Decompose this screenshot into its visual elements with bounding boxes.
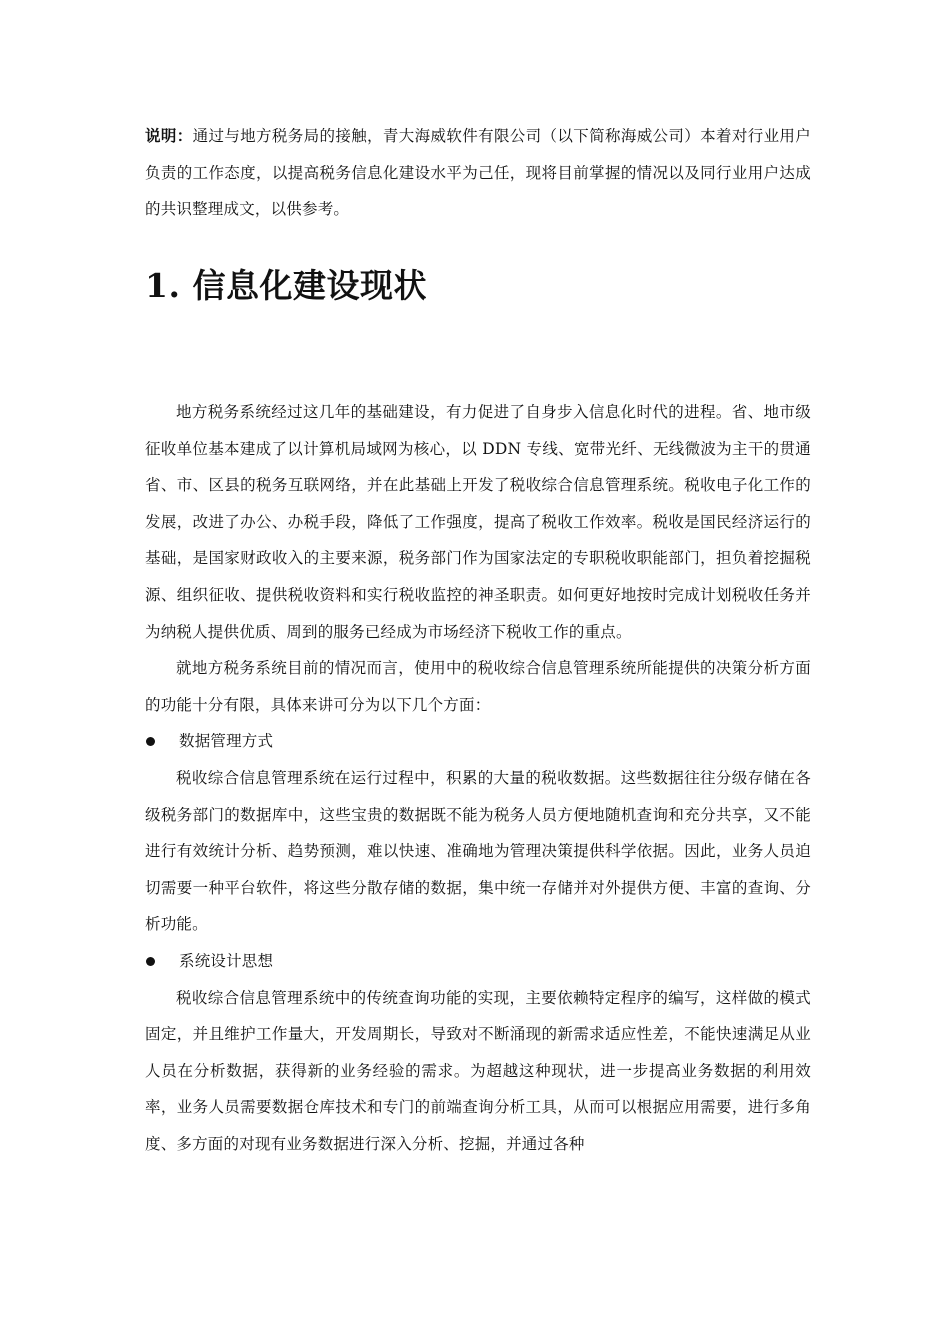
paragraph-status-overview: 地方税务系统经过这几年的基础建设，有力促进了自身步入信息化时代的进程。省、地市级征收单位基本建成了以计算机局域网为核心，以 DDN 专线、宽带光纤、无线微波为主干的贯通省、市、区县的税务互联网络，并在此基础上开发了税收综合信息管理系统。税收电子化工作的发展，改进了办公、办税手段，降低了工作强度，提高了税收工作效率。税收是国民经济运行的基础，是国家财政收入的主要来源，税务部门作为国家法定的专职税收职能部门，担负着挖掘税源、组织征收、提供税收资料和实行税收监控的神圣职责。如何更好地按时完成计划税收任务并为纳税人提供优质、周到的服务已经成为市场经济下税收工作的重点。: [145, 403, 811, 641]
intro-text: 通过与地方税务局的接触，青大海威软件有限公司（以下简称海威公司）本着对行业用户负责的工作态度，以提高税务信息化建设水平为己任，现将目前掌握的情况以及同行业用户达成的共识整理成文，以供参考。: [145, 127, 811, 219]
bullet-item-system-design: [145, 943, 811, 980]
paragraph-data-management: 税收综合信息管理系统在运行过程中，积累的大量的税收数据。这些数据往往分级存储在各级税务部门的数据库中，这些宝贵的数据既不能为税务人员方便地随机查询和充分共享，又不能进行有效统计分析、趋势预测，难以快速、准确地为管理决策提供科学依据。因此，业务人员迫切需要一种平台软件，将这些分散存储的数据，集中统一存储并对外提供方便、丰富的查询、分析功能。: [145, 768, 811, 934]
section-heading: 1. 信息化建设现状: [145, 266, 427, 305]
bullet-dot-icon: [146, 737, 155, 746]
bullet-label: 数据管理方式: [179, 732, 274, 751]
intro-lead-label: 说明：: [145, 126, 193, 145]
bullet-label: 系统设计思想: [179, 951, 274, 970]
intro-paragraph: [145, 118, 811, 228]
section-body: [145, 394, 811, 1162]
bullet-item-data-management: [145, 723, 811, 760]
paragraph-system-design: 税收综合信息管理系统中的传统查询功能的实现，主要依赖特定程序的编写，这样做的模式固定，并且维护工作量大，开发周期长，导致对不断涌现的新需求适应性差，不能快速满足从业人员在分析数据，获得新的业务经验的需求。为超越这种现状，进一步提高业务数据的利用效率，业务人员需要数据仓库技术和专门的前端查询分析工具，从而可以根据应用需要，进行多角度、多方面的对现有业务数据进行深入分析、挖掘，并通过各种: [145, 988, 811, 1153]
paragraph-current-situation: 就地方税务系统目前的情况而言，使用中的税收综合信息管理系统所能提供的决策分析方面的功能十分有限，具体来讲可分为以下几个方面：: [145, 659, 811, 714]
bullet-dot-icon: [146, 957, 155, 966]
